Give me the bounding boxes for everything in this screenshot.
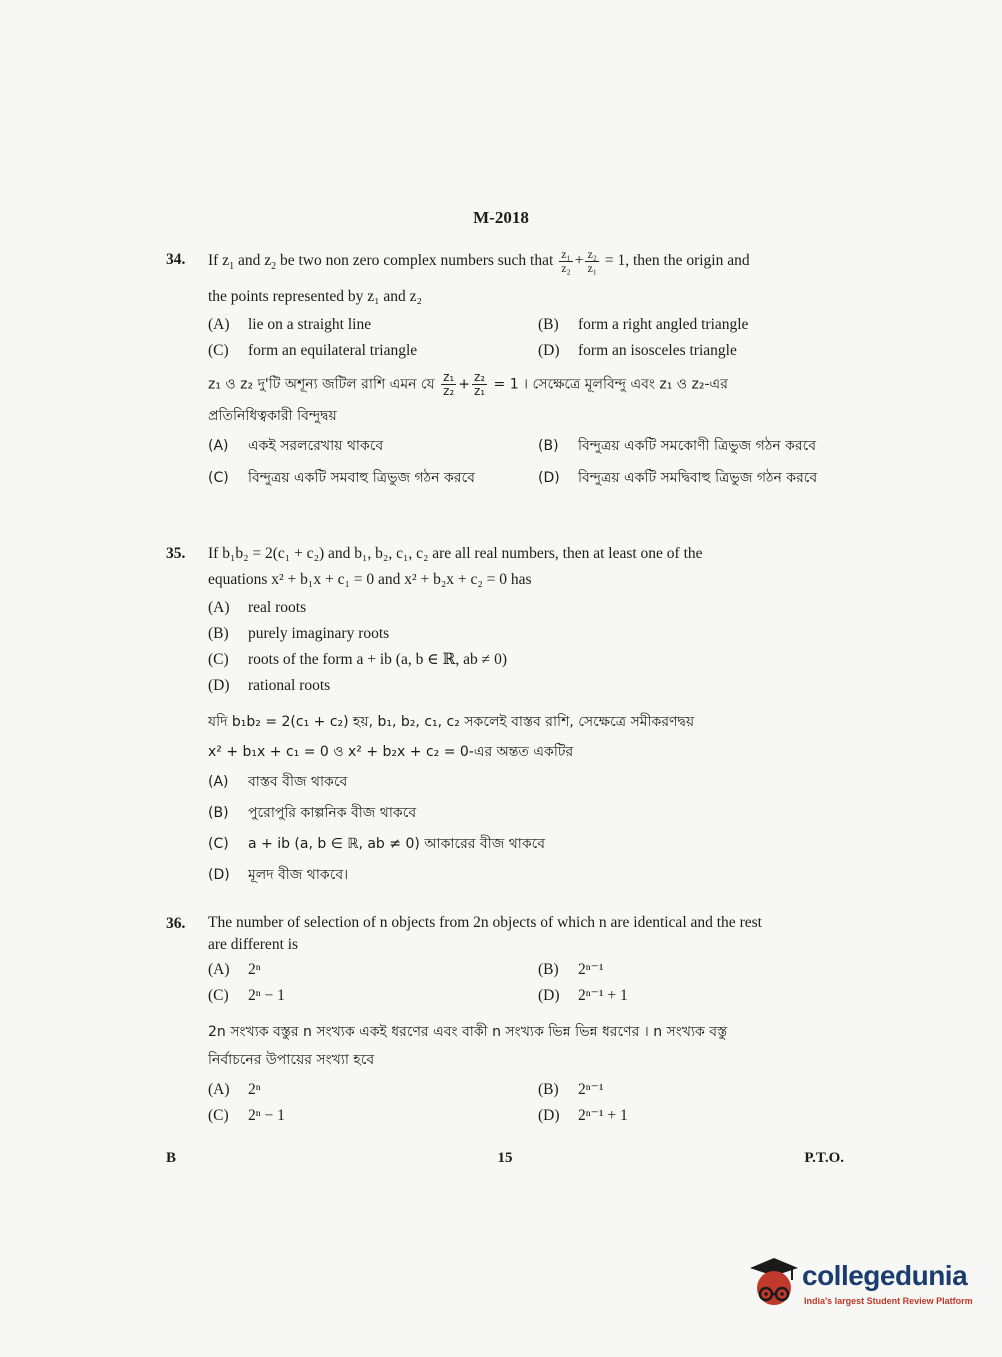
- options-bn: [208, 434, 846, 490]
- option-b: (B) 2ⁿ⁻¹: [538, 961, 604, 978]
- option-d: (D) 2ⁿ⁻¹ + 1: [538, 1107, 628, 1124]
- options-bn: [208, 1078, 846, 1128]
- collegedunia-logo: [744, 1254, 974, 1314]
- question-number: 36.: [166, 915, 186, 932]
- pto-label: P.T.O.: [804, 1150, 844, 1166]
- option-a: (A) বাস্তব বীজ থাকবে: [208, 774, 348, 790]
- option-a: (A) 2ⁿ: [208, 961, 261, 978]
- option-c: (C) 2ⁿ − 1: [208, 987, 285, 1004]
- option-b: (B) purely imaginary roots: [208, 625, 390, 642]
- option-d: (D) rational roots: [208, 677, 331, 694]
- option-b: (B) form a right angled triangle: [538, 316, 749, 334]
- question-text-bn: z₁ ও z₂ দু'টি অশূন্য জটিল রাশি এমন যে $\frac{\text{z₁}}{\text{z₂}}$ + $\frac{\text{z₂}}{\text{z₁}}$ = 1 । সেক্ষেত্রে মূলবিন্দু এবং z₁ ও z₂-এর: [208, 370, 728, 399]
- option-a: (A) lie on a straight line: [208, 316, 372, 334]
- option-c: (C) roots of the form a + ib (a, b ∈ ℝ, ab ≠ 0): [208, 651, 507, 668]
- options-en: [208, 313, 846, 363]
- fraction: $\frac{\text{z₂}}{\text{z₁}}$: [473, 370, 486, 399]
- option-a: (A) 2ⁿ: [208, 1081, 261, 1098]
- option-d: (D) 2ⁿ⁻¹ + 1: [538, 987, 628, 1004]
- fraction: $\frac{\text{z₂}}{\text{z₁}}$: [587, 247, 597, 275]
- question-number: 34.: [166, 251, 186, 268]
- options-en: [208, 596, 846, 698]
- question-number: 35.: [166, 545, 186, 562]
- option-d: (D) বিন্দুত্রয় একটি সমদ্বিবাহু ত্রিভুজ গঠন করবে: [538, 470, 818, 487]
- question-text-en: The number of selection of n objects from 2n objects of which n are identical and the rest: [208, 914, 762, 931]
- booklet-set: B: [166, 1150, 177, 1166]
- option-b: (B) পুরোপুরি কাল্পনিক বীজ থাকবে: [208, 805, 417, 821]
- mascot-icon: [744, 1254, 800, 1314]
- options-en: [208, 958, 846, 1008]
- question-text-bn: 2n সংখ্যক বস্তুর n সংখ্যক একই ধরণের এবং বাকী n সংখ্যক ভিন্ন ভিন্ন ধরণের । n সংখ্যক বস্তু: [208, 1024, 728, 1040]
- question-36: [166, 912, 846, 1128]
- question-text-bn: যদি b₁b₂ = 2(c₁ + c₂) হয়, b₁, b₂, c₁, c₂ সকলেই বাস্তব রাশি, সেক্ষেত্রে সমীকরণদ্বয়: [208, 714, 695, 730]
- question-text-en: If $z_1$ and $z_2$ be two non zero complex numbers such that $\frac{\text{z₁}}{\text{z₂}}$ + $\frac{\text{z₂}}{\text{z₁}}$ = 1, then the origin and: [208, 247, 750, 275]
- option-c: (C) 2ⁿ − 1: [208, 1107, 285, 1124]
- option-b: (B) বিন্দুত্রয় একটি সমকোণী ত্রিভুজ গঠন করবে: [538, 438, 817, 455]
- logo-tagline: India's largest Student Review Platform: [804, 1296, 973, 1306]
- question-text-en: If b₁b₂ = 2(c₁ + c₂) and b₁, b₂, c₁, c₂ are all real numbers, then at least one of the: [208, 545, 703, 562]
- question-text-bn-line2: x² + b₁x + c₁ = 0 ও x² + b₂x + c₂ = 0-এর অন্তত একটির: [208, 744, 574, 760]
- option-c: (C) a + ib (a, b ∈ ℝ, ab ≠ 0) আকারের বীজ থাকবে: [208, 836, 546, 852]
- option-a: (A) একই সরলরেখায় থাকবে: [208, 438, 384, 455]
- option-c: (C) form an equilateral triangle: [208, 342, 418, 360]
- question-text-bn-line2: প্রতিনিধিত্বকারী বিন্দুদ্বয়: [208, 408, 337, 425]
- option-d: (D) form an isosceles triangle: [538, 342, 737, 360]
- option-c: (C) বিন্দুত্রয় একটি সমবাহু ত্রিভুজ গঠন করবে: [208, 470, 475, 487]
- option-b: (B) 2ⁿ⁻¹: [538, 1081, 604, 1098]
- question-35: [166, 542, 846, 887]
- page-number: 15: [497, 1150, 513, 1166]
- fraction: $\frac{\text{z₁}}{\text{z₂}}$: [443, 370, 455, 399]
- question-text-en-line2: equations x² + b₁x + c₁ = 0 and x² + b₂x + c₂ = 0 has: [208, 571, 532, 588]
- question-text-bn-line2: নির্বাচনের উপায়ের সংখ্যা হবে: [208, 1052, 375, 1068]
- question-34: [166, 248, 846, 490]
- logo-wordmark: collegedunia: [802, 1260, 968, 1291]
- fraction: $\frac{\text{z₁}}{\text{z₂}}$: [561, 247, 571, 275]
- question-text-en-line2: the points represented by z₁ and z₂: [208, 288, 422, 306]
- options-bn: [208, 770, 846, 887]
- option-d: (D) মূলদ বীজ থাকবে।: [208, 867, 349, 883]
- paper-code: M-2018: [473, 208, 529, 227]
- question-text-en-line2: are different is: [208, 936, 299, 953]
- option-a: (A) real roots: [208, 599, 307, 616]
